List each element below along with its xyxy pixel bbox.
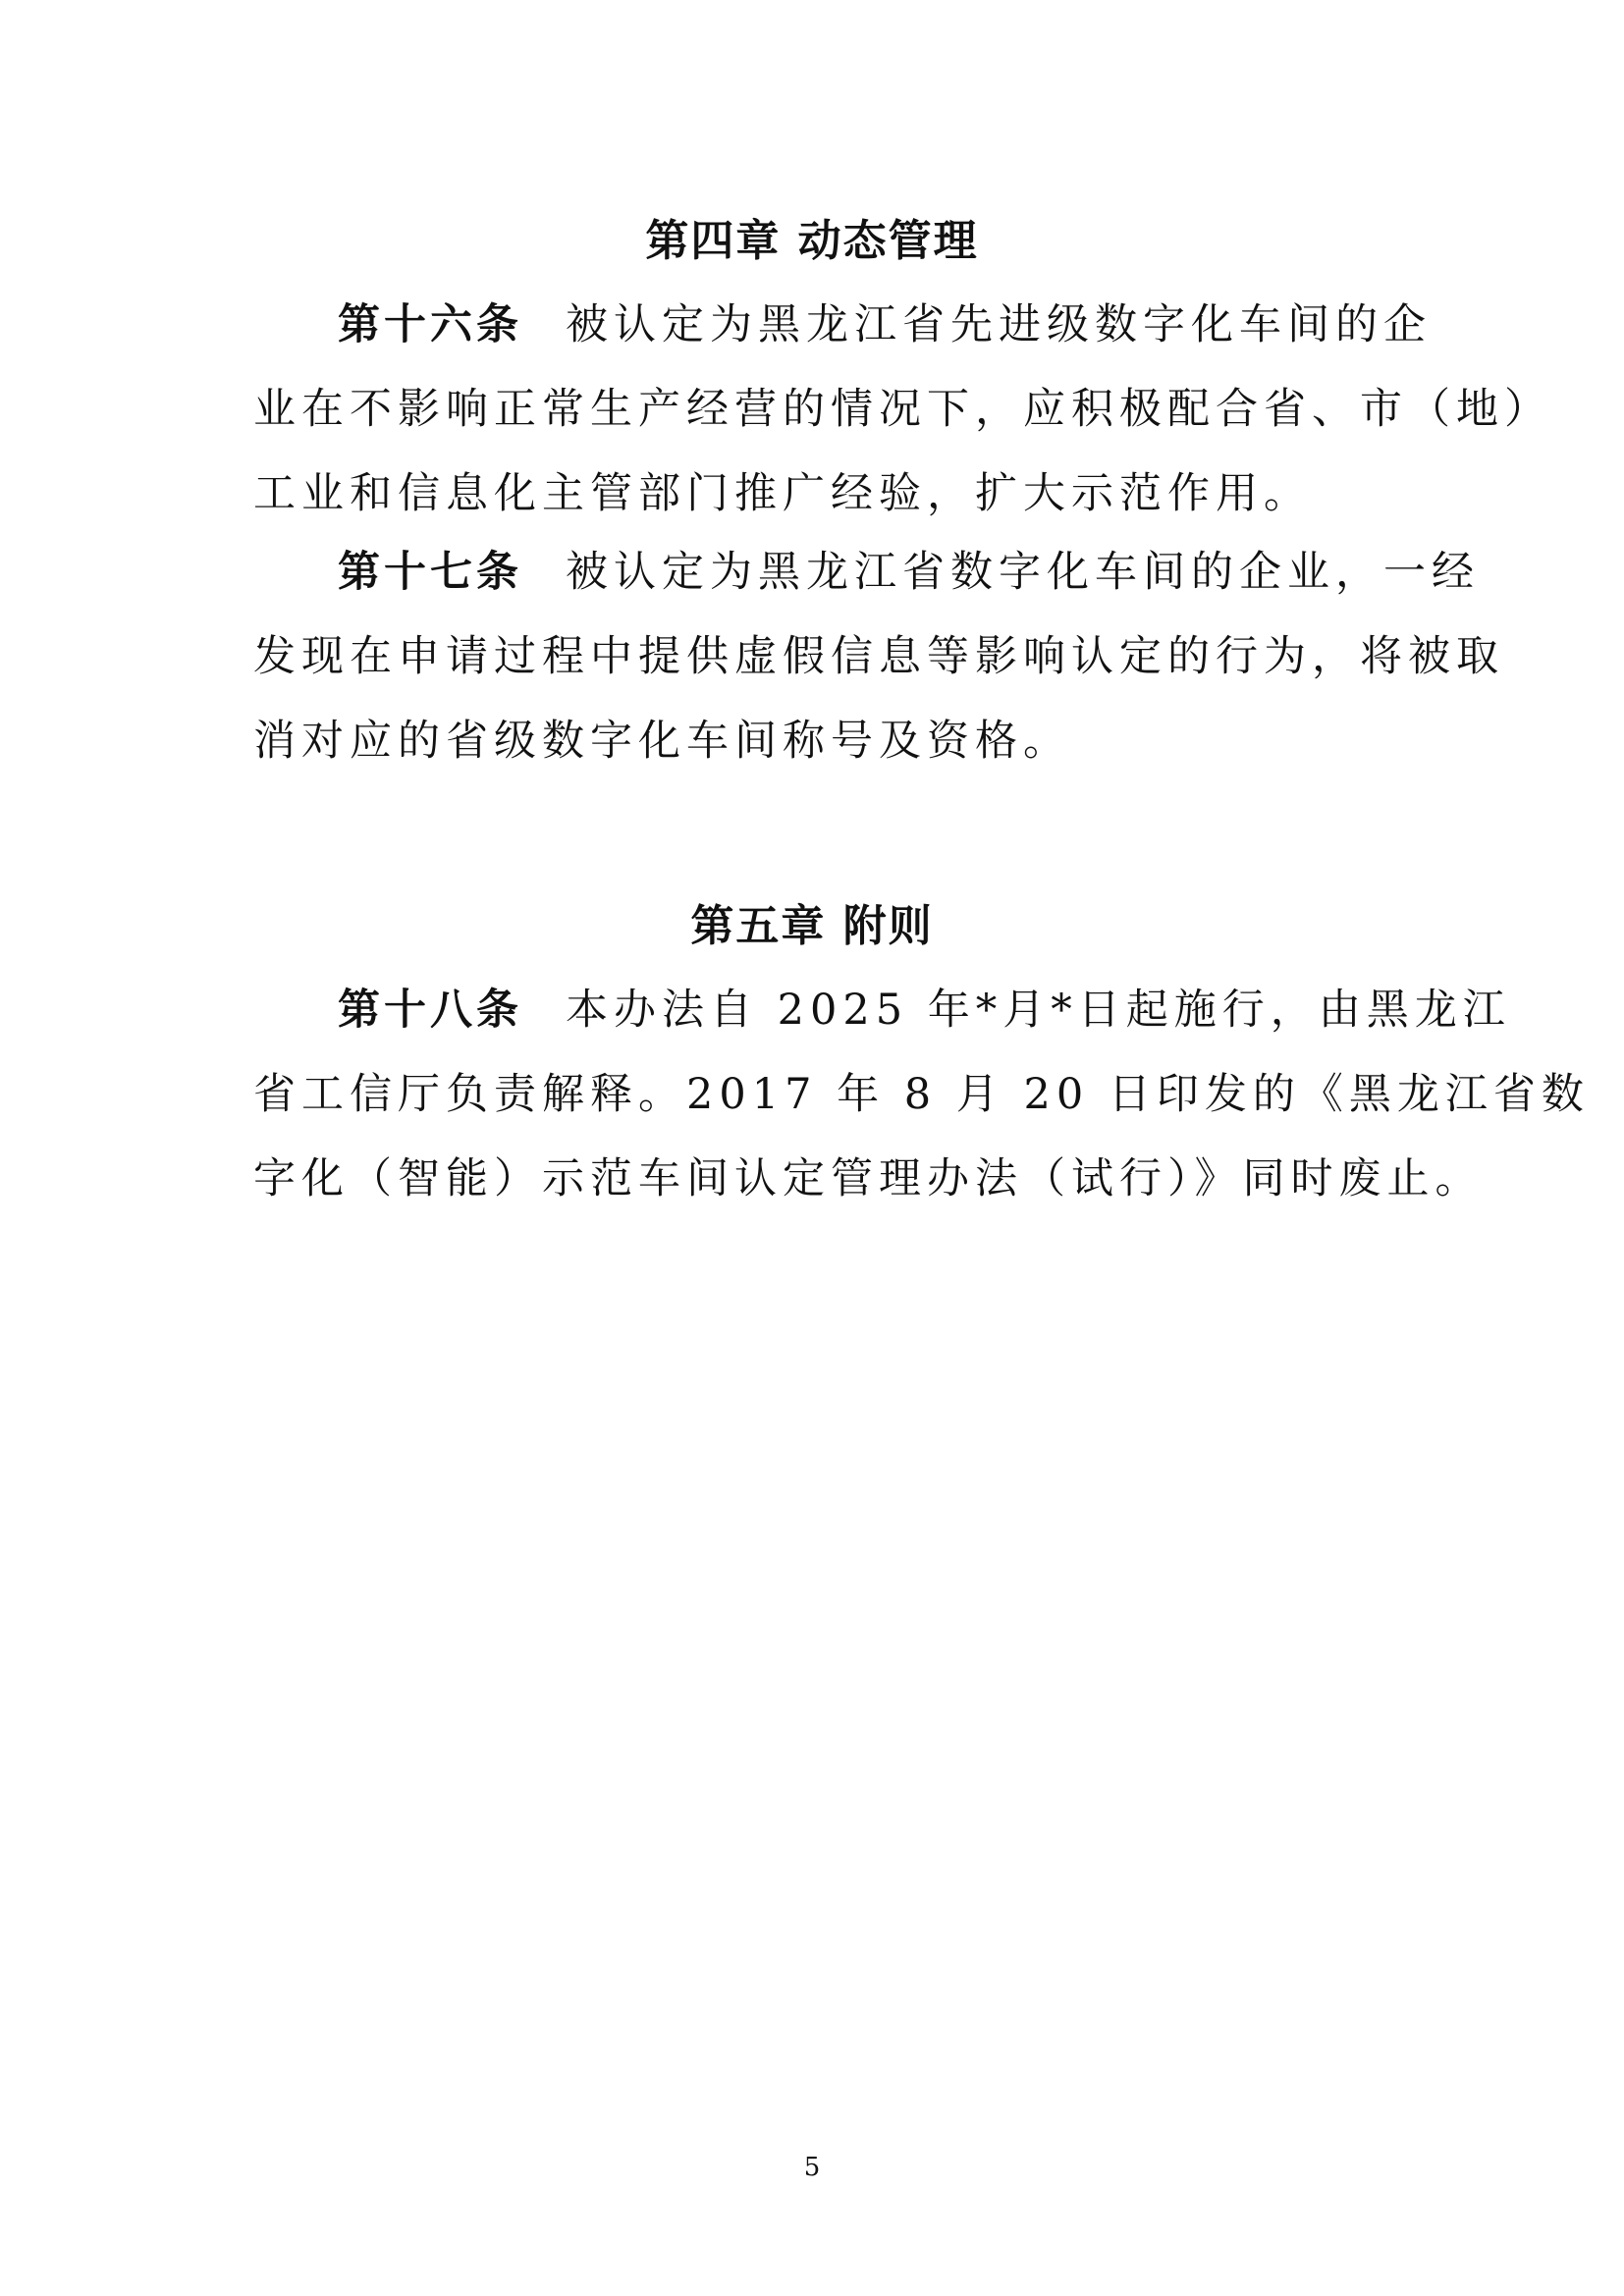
article-16-line-2: 业在不影响正常生产经营的情况下，应积极配合省、市（地）: [253, 385, 1552, 434]
article-17-line-1: [253, 530, 1480, 614]
article-18-line-2: 省工信厅负责解释。2017 年 8 月 20 日印发的《黑龙江省数: [253, 1070, 1590, 1119]
article-18-label: 第十八条: [338, 986, 522, 1035]
chapter-4-heading: 第四章 动态管理: [645, 216, 979, 266]
article-17-line-2: 发现在申请过程中提供虚假信息等影响认定的行为，将被取: [253, 632, 1504, 681]
article-16: [253, 283, 1552, 536]
article-17-line-3: 消对应的省级数字化车间称号及资格。: [253, 717, 1071, 766]
page-number: 5: [803, 2153, 821, 2182]
article-17-text-1: 被认定为黑龙江省数字化车间的企业，一经: [566, 548, 1480, 597]
article-18-line-1: [253, 968, 1511, 1052]
article-17: [253, 530, 1504, 783]
article-18-line-3: 字化（智能）示范车间认定管理办法（试行）》同时废止。: [253, 1154, 1484, 1203]
article-18-text-1: 本办法自 2025 年*月*日起施行，由黑龙江: [566, 986, 1511, 1035]
article-16-line-3: 工业和信息化主管部门推广经验，扩大示范作用。: [253, 469, 1312, 518]
article-18: [253, 968, 1590, 1221]
article-17-label: 第十七条: [338, 548, 522, 597]
chapter-5-heading: 第五章 附则: [690, 901, 934, 951]
article-16-line-1: [253, 283, 1432, 367]
article-16-text-1: 被认定为黑龙江省先进级数字化车间的企: [566, 300, 1432, 349]
article-16-label: 第十六条: [338, 300, 522, 349]
